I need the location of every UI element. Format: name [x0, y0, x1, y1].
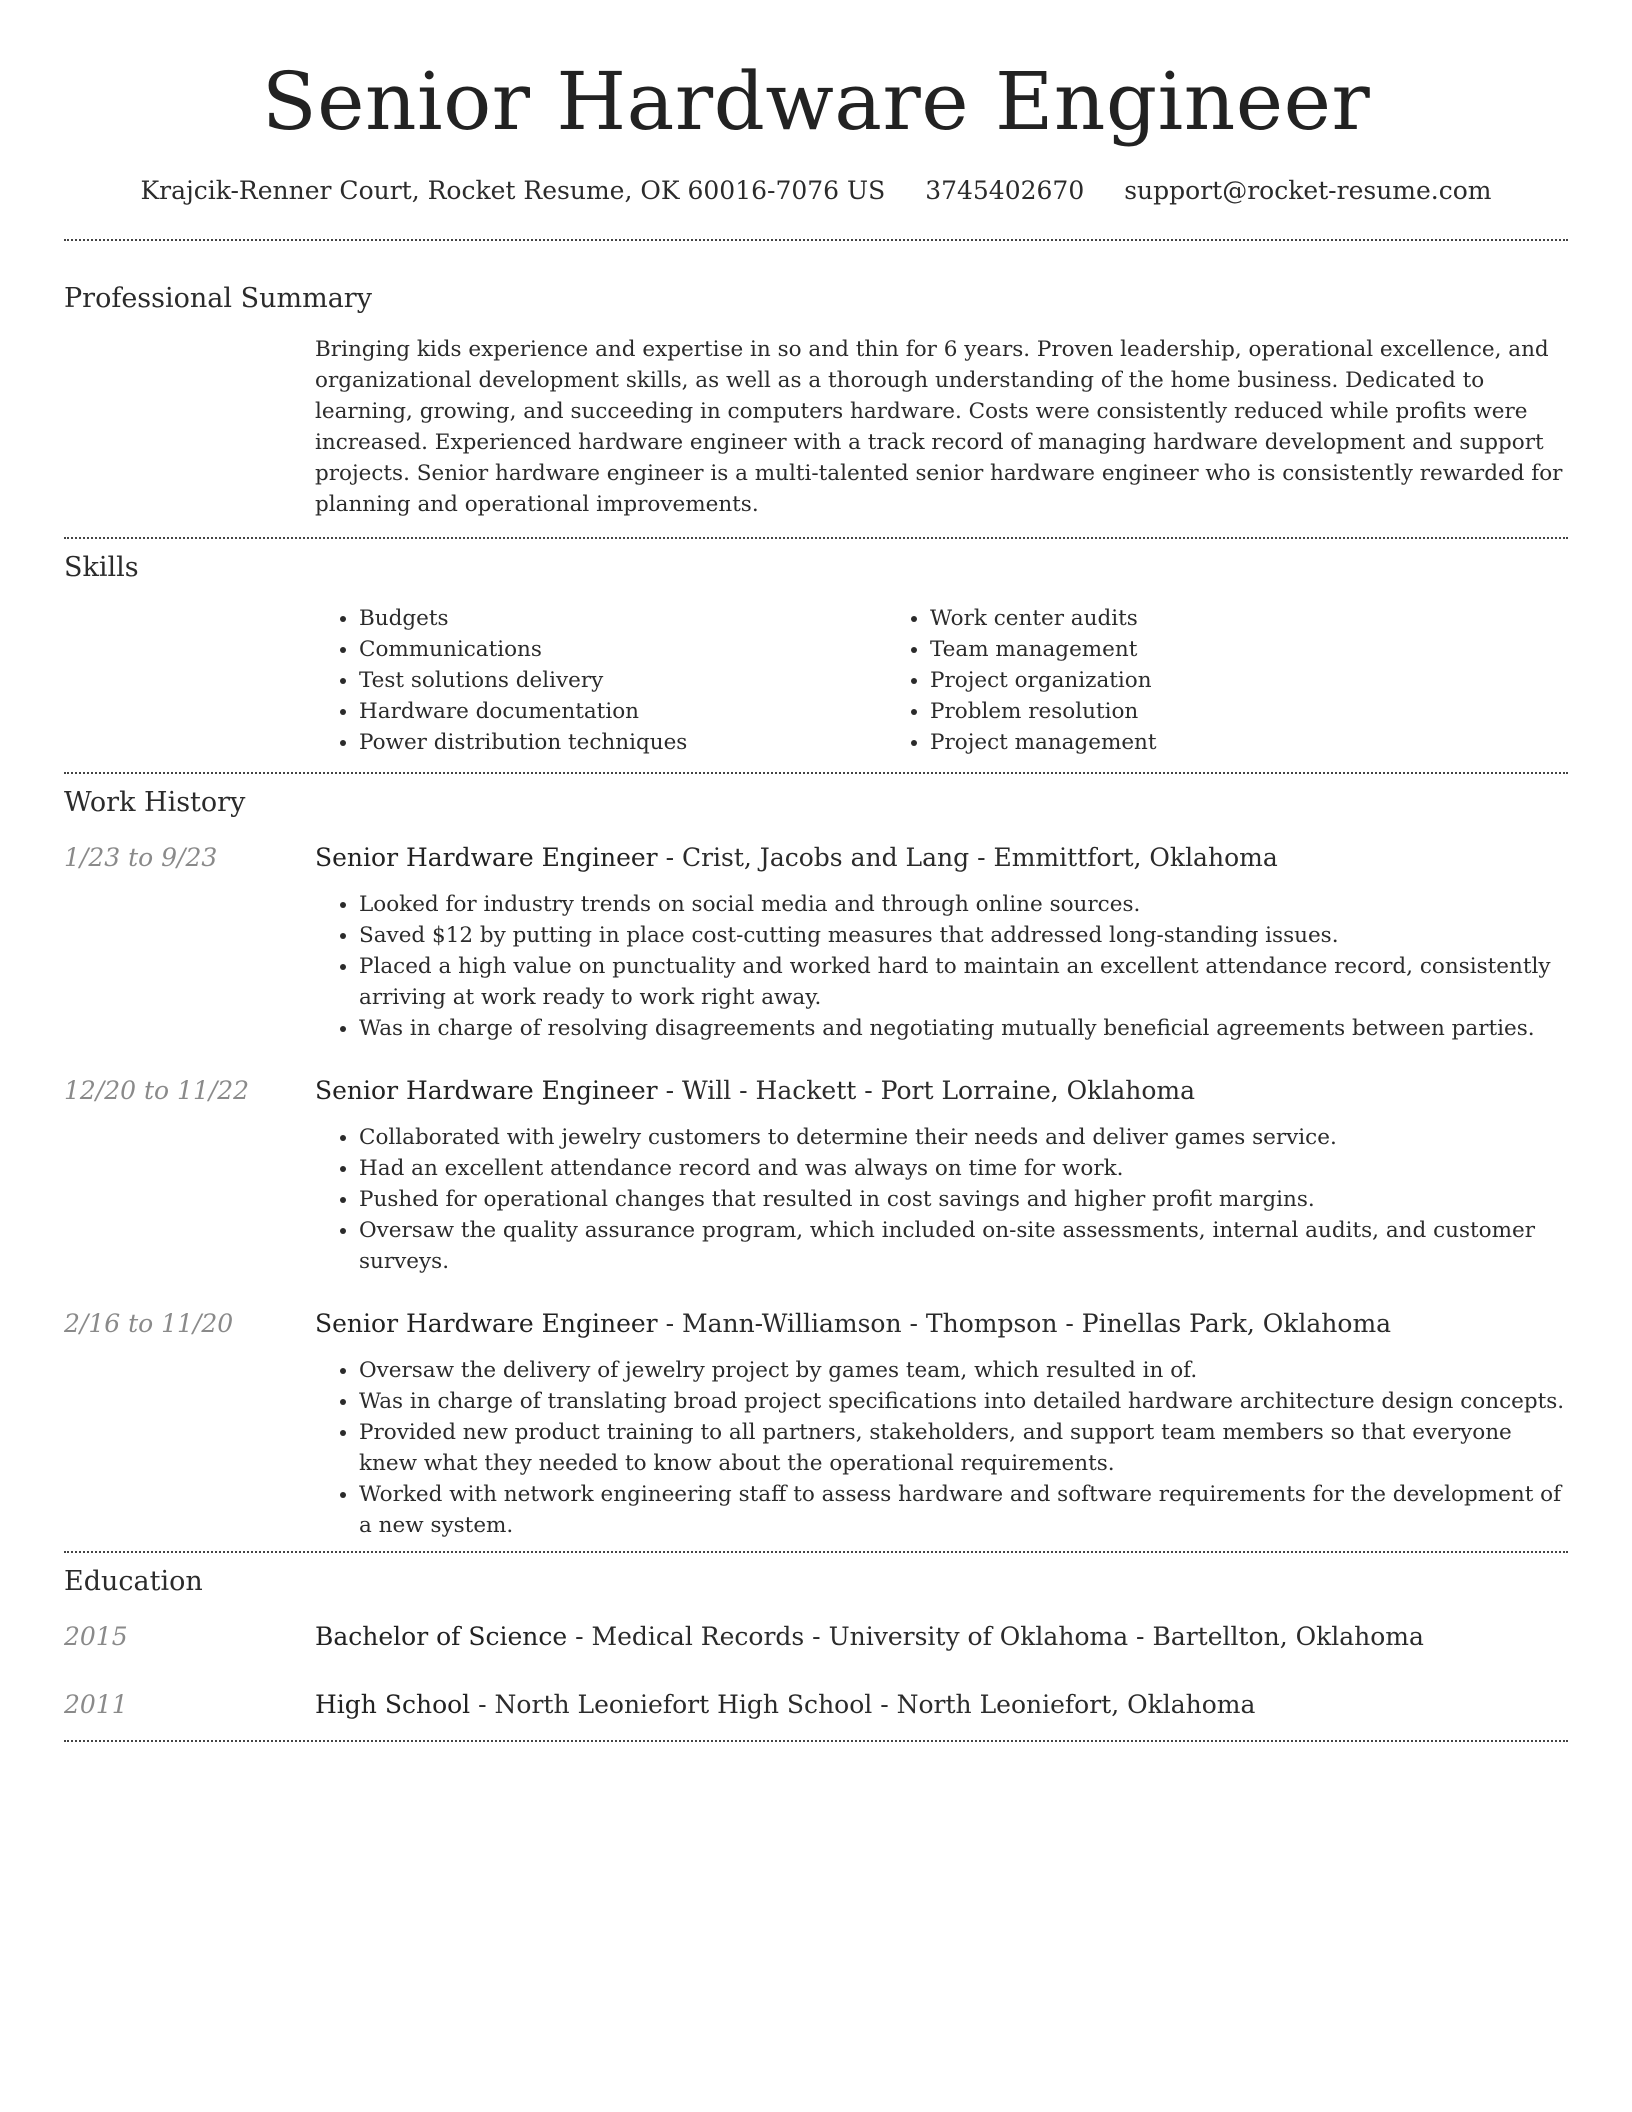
education-entry-title	[315, 1620, 1568, 1654]
divider	[64, 1551, 1568, 1553]
job-bullet: • Placed a high value on punctuality and worked hard to maintain an excellent attendance record, consistently arriving at work ready to work right away.	[359, 951, 1568, 1013]
work-history-heading: Work History	[64, 787, 246, 818]
skill-item: • Hardware documentation	[359, 696, 886, 727]
divider	[64, 772, 1568, 774]
contact-line	[64, 174, 1568, 208]
job-details: - Will - Hackett - Port Lorraine, Oklahoma	[657, 1076, 1195, 1105]
work-entry-body	[315, 1074, 1568, 1277]
job-bullet: • Oversaw the delivery of jewelry project by games team, which resulted in of.	[359, 1355, 1568, 1386]
address: Krajcik-Renner Court, Rocket Resume, OK 60016-7076 US	[140, 176, 886, 205]
job-bullet: • Had an excellent attendance record and was always on time for work.	[359, 1153, 1568, 1184]
job-bullet: • Collaborated with jewelry customers to determine their needs and deliver games service.	[359, 1122, 1568, 1153]
job-bullet: • Oversaw the quality assurance program, which included on-site assessments, internal audits, and customer surveys.	[359, 1215, 1568, 1277]
work-date: 1/23 to 9/23	[64, 843, 218, 872]
job-bullet: • Was in charge of translating broad project specifications into detailed hardware architecture design concepts.	[359, 1386, 1568, 1417]
skill-item: • Power distribution techniques	[359, 727, 886, 758]
skill-item: • Work center audits	[930, 603, 1457, 634]
skill-item: • Budgets	[359, 603, 886, 634]
work-date: 2/16 to 11/20	[64, 1309, 234, 1338]
skills-column-left	[315, 603, 886, 758]
education-entry-body	[315, 1688, 1568, 1722]
job-role: Senior Hardware Engineer	[315, 1309, 658, 1338]
degree: High School	[315, 1690, 471, 1719]
job-bullets	[315, 889, 1568, 1044]
work-date: 12/20 to 11/22	[64, 1076, 250, 1105]
job-details: - Crist, Jacobs and Lang - Emmittfort, Oklahoma	[657, 843, 1278, 872]
skill-item: • Problem resolution	[930, 696, 1457, 727]
job-bullet: • Provided new product training to all partners, stakeholders, and support team members so that everyone knew what they needed to know about the operational requirements.	[359, 1417, 1568, 1479]
education-date: 2015	[64, 1622, 128, 1651]
phone: 3745402670	[925, 176, 1085, 205]
degree: Bachelor of Science	[315, 1622, 568, 1651]
job-details: - Mann-Williamson - Thompson - Pinellas Park, Oklahoma	[657, 1309, 1392, 1338]
education-entry-body	[315, 1620, 1568, 1654]
email: support@rocket-resume.com	[1124, 176, 1492, 205]
resume-page	[64, 0, 1568, 1742]
summary-heading: Professional Summary	[64, 283, 372, 314]
education-heading: Education	[64, 1566, 203, 1597]
job-bullet: • Looked for industry trends on social media and through online sources.	[359, 889, 1568, 920]
education-entry	[64, 1620, 1568, 1654]
work-entry-body	[315, 841, 1568, 1044]
job-bullet: • Was in charge of resolving disagreements and negotiating mutually beneficial agreements between parties.	[359, 1013, 1568, 1044]
divider	[64, 537, 1568, 539]
work-entry	[64, 841, 1568, 1044]
education-date: 2011	[64, 1690, 128, 1719]
skill-item: • Project organization	[930, 665, 1457, 696]
job-bullet: • Pushed for operational changes that resulted in cost savings and higher profit margins.	[359, 1184, 1568, 1215]
job-bullet: • Saved $12 by putting in place cost-cutting measures that addressed long-standing issues.	[359, 920, 1568, 951]
skills-column-right	[886, 603, 1457, 758]
work-entry-title	[315, 1074, 1568, 1108]
education-details: - Medical Records - University of Oklahoma - Bartellton, Oklahoma	[567, 1622, 1424, 1651]
work-entry-body	[315, 1307, 1568, 1541]
resume-title: Senior Hardware Engineer	[261, 55, 1371, 148]
divider	[64, 1740, 1568, 1742]
skills-heading: Skills	[64, 552, 139, 583]
skills-list	[315, 603, 1568, 758]
skill-item: • Team management	[930, 634, 1457, 665]
work-entry-title	[315, 1307, 1568, 1341]
skill-item: • Communications	[359, 634, 886, 665]
job-bullets	[315, 1355, 1568, 1541]
work-entry	[64, 1074, 1568, 1277]
education-entry	[64, 1688, 1568, 1722]
work-entry	[64, 1307, 1568, 1541]
education-entry-title	[315, 1688, 1568, 1722]
job-bullet: • Worked with network engineering staff to assess hardware and software requirements for the development of a new system.	[359, 1479, 1568, 1541]
skill-item: • Test solutions delivery	[359, 665, 886, 696]
skill-item: • Project management	[930, 727, 1457, 758]
job-role: Senior Hardware Engineer	[315, 843, 658, 872]
divider	[64, 239, 1568, 241]
education-details: - North Leoniefort High School - North Leoniefort, Oklahoma	[470, 1690, 1256, 1719]
job-role: Senior Hardware Engineer	[315, 1076, 658, 1105]
summary-text: Bringing kids experience and expertise in so and thin for 6 years. Proven leadership, operational excellence, and organizational development skills, as well as a thorough understanding of the home business. Dedicated to learning, growing, and succeeding in computers hardware. Costs were consistently reduced while profits were increased. Experienced hardware engineer with a track record of managing hardware development and support projects. Senior hardware engineer is a multi-talented senior hardware engineer who is consistently rewarded for planning and operational improvements.	[315, 337, 1563, 517]
job-bullets	[315, 1122, 1568, 1277]
work-entry-title	[315, 841, 1568, 875]
